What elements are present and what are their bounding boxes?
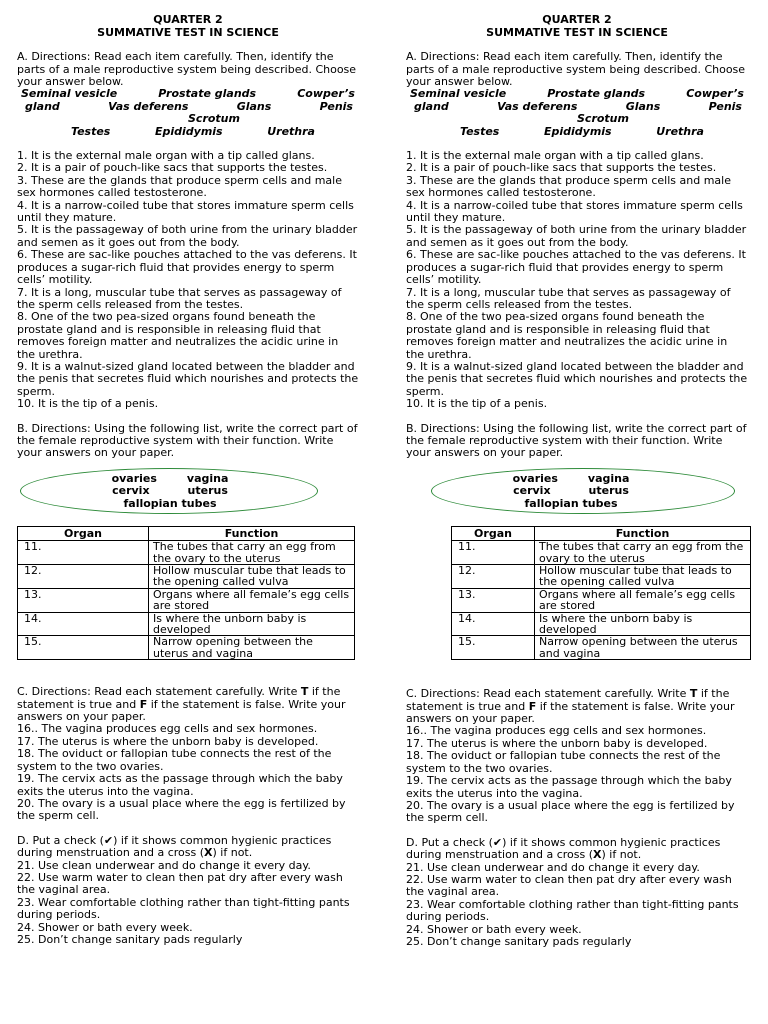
choice: Vas deferens bbox=[497, 99, 578, 113]
hygiene-item: 24. Shower or bath every week. bbox=[17, 920, 193, 934]
choice: gland bbox=[25, 99, 60, 113]
section-c-directions bbox=[17, 686, 359, 723]
list-word: uterus bbox=[187, 484, 228, 498]
row-function: Hollow muscular tube that leads to the opening called vulva bbox=[149, 565, 355, 589]
hygiene-item: 22. Use warm water to clean then pat dry after every wash the vaginal area. bbox=[406, 872, 732, 899]
organ-header: Organ bbox=[18, 526, 149, 540]
list-row bbox=[394, 498, 748, 510]
row-number: 12. bbox=[452, 565, 535, 589]
statement-item: 20. The ovary is a usual place where the egg is fertilized by the sperm cell. bbox=[406, 798, 735, 825]
choice: Vas deferens bbox=[108, 99, 189, 113]
question-item: 7. It is a long, muscular tube that serves as passageway of the sperm cells released from the testes. bbox=[17, 285, 342, 311]
dir-text: D. Put a check ( bbox=[406, 835, 493, 849]
question-item: 9. It is a walnut-sized gland located between the bladder and the penis that secretes fluid which nourishes and protects the sperm. bbox=[17, 359, 359, 398]
row-function: Narrow opening between the uterus and vagina bbox=[149, 636, 355, 660]
question-item: 9. It is a walnut-sized gland located between the bladder and the penis that secretes fluid which nourishes and protects the sperm. bbox=[406, 359, 748, 398]
cross-mark: X bbox=[204, 846, 213, 860]
choice: Urethra bbox=[267, 124, 315, 138]
list-row bbox=[0, 473, 359, 485]
list-word: fallopian tubes bbox=[524, 496, 618, 510]
question-item: 2. It is a pair of pouch-like sacs that supports the testes. bbox=[406, 161, 717, 175]
hygiene-item: 24. Shower or bath every week. bbox=[406, 922, 582, 936]
choice: Seminal vesicle bbox=[410, 87, 507, 101]
section-c-directions bbox=[406, 688, 748, 725]
choice: Testes bbox=[71, 124, 111, 138]
check-mark-icon: ✔ bbox=[103, 833, 114, 847]
list-word: ovaries bbox=[512, 471, 558, 485]
function-header: Function bbox=[535, 526, 751, 540]
dir-text: ) if it shows common hygienic practices during menstruation and a cross ( bbox=[406, 835, 721, 862]
table-header-row bbox=[452, 526, 751, 540]
section-b-directions: B. Directions: Using the following list, write the correct part of the female reproductive system with their function. Write your answers on your paper. bbox=[406, 421, 747, 460]
hygiene-item: 23. Wear comfortable clothing rather than tight-fitting pants during periods. bbox=[406, 897, 739, 924]
dir-text: ) if it shows common hygienic practices during menstruation and a cross ( bbox=[17, 833, 332, 860]
section-c-items bbox=[406, 725, 748, 824]
choice: Penis bbox=[319, 99, 353, 113]
question-item: 7. It is a long, muscular tube that serves as passageway of the sperm cells released from the testes. bbox=[406, 285, 731, 311]
false-letter: F bbox=[139, 697, 148, 711]
choice: Penis bbox=[708, 99, 742, 113]
hygiene-item: 21. Use clean underwear and do change it every day. bbox=[17, 858, 311, 872]
section-d-directions bbox=[406, 837, 748, 862]
choice: Glans bbox=[236, 99, 272, 113]
table-row bbox=[18, 588, 355, 612]
function-header: Function bbox=[149, 526, 355, 540]
dir-text: ) if not. bbox=[212, 846, 253, 860]
test-column-left bbox=[17, 14, 359, 946]
statement-item: 16.. The vagina produces egg cells and sex hormones. bbox=[406, 724, 707, 738]
organ-function-table bbox=[451, 526, 751, 660]
row-number: 12. bbox=[18, 565, 149, 589]
choices-row bbox=[406, 113, 748, 125]
statement-item: 17. The uterus is where the unborn baby is developed. bbox=[17, 734, 319, 748]
choice: Glans bbox=[625, 99, 661, 113]
list-word: fallopian tubes bbox=[123, 496, 217, 510]
true-letter: T bbox=[300, 685, 309, 699]
hygiene-item: 25. Don’t change sanitary pads regularly bbox=[17, 932, 243, 946]
statement-item: 18. The oviduct or fallopian tube connects the rest of the system to the two ovaries. bbox=[17, 747, 332, 773]
table-row bbox=[18, 541, 355, 565]
organ-header: Organ bbox=[452, 526, 535, 540]
false-letter: F bbox=[528, 699, 537, 713]
list-word: cervix bbox=[112, 484, 150, 498]
table-row bbox=[18, 636, 355, 660]
choice: Cowper’s bbox=[686, 87, 744, 101]
row-number: 13. bbox=[452, 588, 535, 612]
dir-text: if the statement is true and bbox=[406, 687, 730, 713]
question-item: 5. It is the passageway of both urine from the urinary bladder and semen as it goes out from the body. bbox=[406, 223, 747, 249]
table-row bbox=[452, 541, 751, 565]
list-word: vagina bbox=[186, 471, 229, 485]
row-function: The tubes that carry an egg from the ovary to the uterus bbox=[535, 541, 751, 565]
question-item: 4. It is a narrow-coiled tube that stores immature sperm cells until they mature. bbox=[17, 198, 354, 225]
table-row bbox=[18, 565, 355, 589]
hygiene-item: 21. Use clean underwear and do change it every day. bbox=[406, 860, 700, 874]
choice: Prostate glands bbox=[547, 87, 646, 101]
question-item: 1. It is the external male organ with a tip called glans. bbox=[17, 149, 315, 163]
statement-item: 19. The cervix acts as the passage through which the baby exits the uterus into the vagina. bbox=[17, 772, 343, 798]
row-function: Organs where all female’s egg cells are stored bbox=[149, 588, 355, 612]
female-parts-words bbox=[0, 471, 359, 510]
choice: gland bbox=[414, 99, 449, 113]
dir-text: ) if not. bbox=[601, 848, 642, 862]
female-parts-list bbox=[17, 460, 359, 516]
table-row bbox=[452, 636, 751, 660]
choice: Testes bbox=[460, 124, 500, 138]
table-row bbox=[452, 565, 751, 589]
list-row bbox=[394, 473, 748, 485]
table-header-row bbox=[18, 526, 355, 540]
question-item: 6. These are sac-like pouches attached to the vas deferens. It produces a sugar-rich fluid that provides energy to sperm cells’ motility. bbox=[17, 248, 357, 287]
test-title: SUMMATIVE TEST IN SCIENCE bbox=[486, 25, 668, 39]
table-row bbox=[452, 588, 751, 612]
row-number: 11. bbox=[452, 541, 535, 565]
table-row bbox=[452, 612, 751, 636]
row-function: Hollow muscular tube that leads to the opening called vulva bbox=[535, 565, 751, 589]
list-word: ovaries bbox=[111, 471, 157, 485]
hygiene-item: 22. Use warm water to clean then pat dry after every wash the vaginal area. bbox=[17, 870, 343, 897]
section-b-directions: B. Directions: Using the following list, write the correct part of the female reproductive system with their function. Write your answers on your paper. bbox=[17, 421, 358, 460]
hygiene-item: 23. Wear comfortable clothing rather than tight-fitting pants during periods. bbox=[17, 895, 350, 922]
dir-text: C. Directions: Read each statement carefully. Write bbox=[406, 687, 690, 701]
choices-row bbox=[406, 126, 748, 138]
quarter-heading: QUARTER 2 bbox=[153, 13, 223, 26]
dir-text: if the statement is false. Write your answers on your paper. bbox=[17, 697, 346, 724]
female-parts-words bbox=[394, 471, 748, 510]
dir-text: if the statement is false. Write your answers on your paper. bbox=[406, 699, 735, 726]
hygiene-item: 25. Don’t change sanitary pads regularly bbox=[406, 934, 632, 948]
question-item: 10. It is the tip of a penis. bbox=[406, 397, 548, 411]
statement-item: 16.. The vagina produces egg cells and sex hormones. bbox=[17, 722, 318, 736]
choice: Scrotum bbox=[577, 112, 629, 126]
question-item: 3. These are the glands that produce sperm cells and male sex hormones called testosterone. bbox=[406, 173, 731, 200]
dir-text: D. Put a check ( bbox=[17, 833, 104, 847]
row-function: The tubes that carry an egg from the ovary to the uterus bbox=[149, 541, 355, 565]
male-choices-box bbox=[406, 88, 748, 138]
list-row bbox=[394, 485, 748, 497]
question-item: 1. It is the external male organ with a tip called glans. bbox=[406, 149, 704, 163]
male-choices-box bbox=[17, 88, 359, 138]
row-number: 14. bbox=[18, 612, 149, 636]
choice: Prostate glands bbox=[158, 87, 257, 101]
test-column-right bbox=[406, 14, 748, 948]
row-function: Is where the unborn baby is developed bbox=[149, 612, 355, 636]
check-mark-icon: ✔ bbox=[492, 835, 503, 849]
row-number: 11. bbox=[18, 541, 149, 565]
quarter-heading: QUARTER 2 bbox=[542, 13, 612, 26]
row-function: Narrow opening between the uterus and vagina bbox=[535, 636, 751, 660]
choices-row bbox=[406, 88, 748, 100]
row-number: 15. bbox=[452, 636, 535, 660]
row-function: Is where the unborn baby is developed bbox=[535, 612, 751, 636]
choice: Scrotum bbox=[188, 112, 240, 126]
table-row bbox=[18, 612, 355, 636]
section-a-items bbox=[17, 150, 359, 411]
choice: Urethra bbox=[656, 124, 704, 138]
choice: Epididymis bbox=[543, 124, 612, 138]
section-c-items bbox=[17, 723, 359, 822]
row-number: 13. bbox=[18, 588, 149, 612]
section-a-directions: A. Directions: Read each item carefully. Then, identify the parts of a male reproductive system being described. Choose your answer below. bbox=[406, 50, 746, 88]
cross-mark: X bbox=[593, 848, 602, 862]
list-word: vagina bbox=[587, 471, 630, 485]
test-title: SUMMATIVE TEST IN SCIENCE bbox=[97, 25, 279, 39]
list-word: uterus bbox=[588, 484, 629, 498]
section-d-items bbox=[17, 860, 359, 947]
question-item: 5. It is the passageway of both urine from the urinary bladder and semen as it goes out from the body. bbox=[17, 223, 358, 249]
row-function: Organs where all female’s egg cells are stored bbox=[535, 588, 751, 612]
section-a-directions: A. Directions: Read each item carefully. Then, identify the parts of a male reproductive system being described. Choose your answer below. bbox=[17, 50, 357, 88]
question-item: 8. One of the two pea-sized organs found beneath the prostate gland and is responsible in releasing fluid that removes foreign matter and neutralizes the acidic urine in the urethra. bbox=[406, 310, 728, 361]
female-parts-list bbox=[406, 460, 748, 516]
list-row bbox=[0, 498, 359, 510]
statement-item: 17. The uterus is where the unborn baby is developed. bbox=[406, 736, 708, 750]
section-d-directions bbox=[17, 835, 359, 860]
dir-text: if the statement is true and bbox=[17, 685, 341, 711]
list-word: cervix bbox=[513, 484, 551, 498]
section-d-items bbox=[406, 862, 748, 949]
choices-row bbox=[17, 88, 359, 100]
row-number: 14. bbox=[452, 612, 535, 636]
true-letter: T bbox=[689, 687, 698, 701]
question-item: 10. It is the tip of a penis. bbox=[17, 397, 159, 411]
organ-function-table bbox=[17, 526, 355, 660]
statement-item: 19. The cervix acts as the passage through which the baby exits the uterus into the vagina. bbox=[406, 774, 732, 800]
choice: Seminal vesicle bbox=[21, 87, 118, 101]
choice: Cowper’s bbox=[297, 87, 355, 101]
choices-row bbox=[17, 113, 359, 125]
choice: Epididymis bbox=[154, 124, 223, 138]
section-a-items bbox=[406, 150, 748, 411]
question-item: 3. These are the glands that produce sperm cells and male sex hormones called testosterone. bbox=[17, 173, 342, 200]
question-item: 4. It is a narrow-coiled tube that stores immature sperm cells until they mature. bbox=[406, 198, 743, 225]
row-number: 15. bbox=[18, 636, 149, 660]
dir-text: C. Directions: Read each statement carefully. Write bbox=[17, 685, 301, 699]
statement-item: 18. The oviduct or fallopian tube connects the rest of the system to the two ovaries. bbox=[406, 749, 721, 775]
question-item: 6. These are sac-like pouches attached to the vas deferens. It produces a sugar-rich fluid that provides energy to sperm cells’ motility. bbox=[406, 248, 746, 287]
choices-row bbox=[17, 126, 359, 138]
question-item: 8. One of the two pea-sized organs found beneath the prostate gland and is responsible in releasing fluid that removes foreign matter and neutralizes the acidic urine in the urethra. bbox=[17, 310, 339, 361]
list-row bbox=[0, 485, 359, 497]
statement-item: 20. The ovary is a usual place where the egg is fertilized by the sperm cell. bbox=[17, 796, 346, 823]
question-item: 2. It is a pair of pouch-like sacs that supports the testes. bbox=[17, 161, 328, 175]
